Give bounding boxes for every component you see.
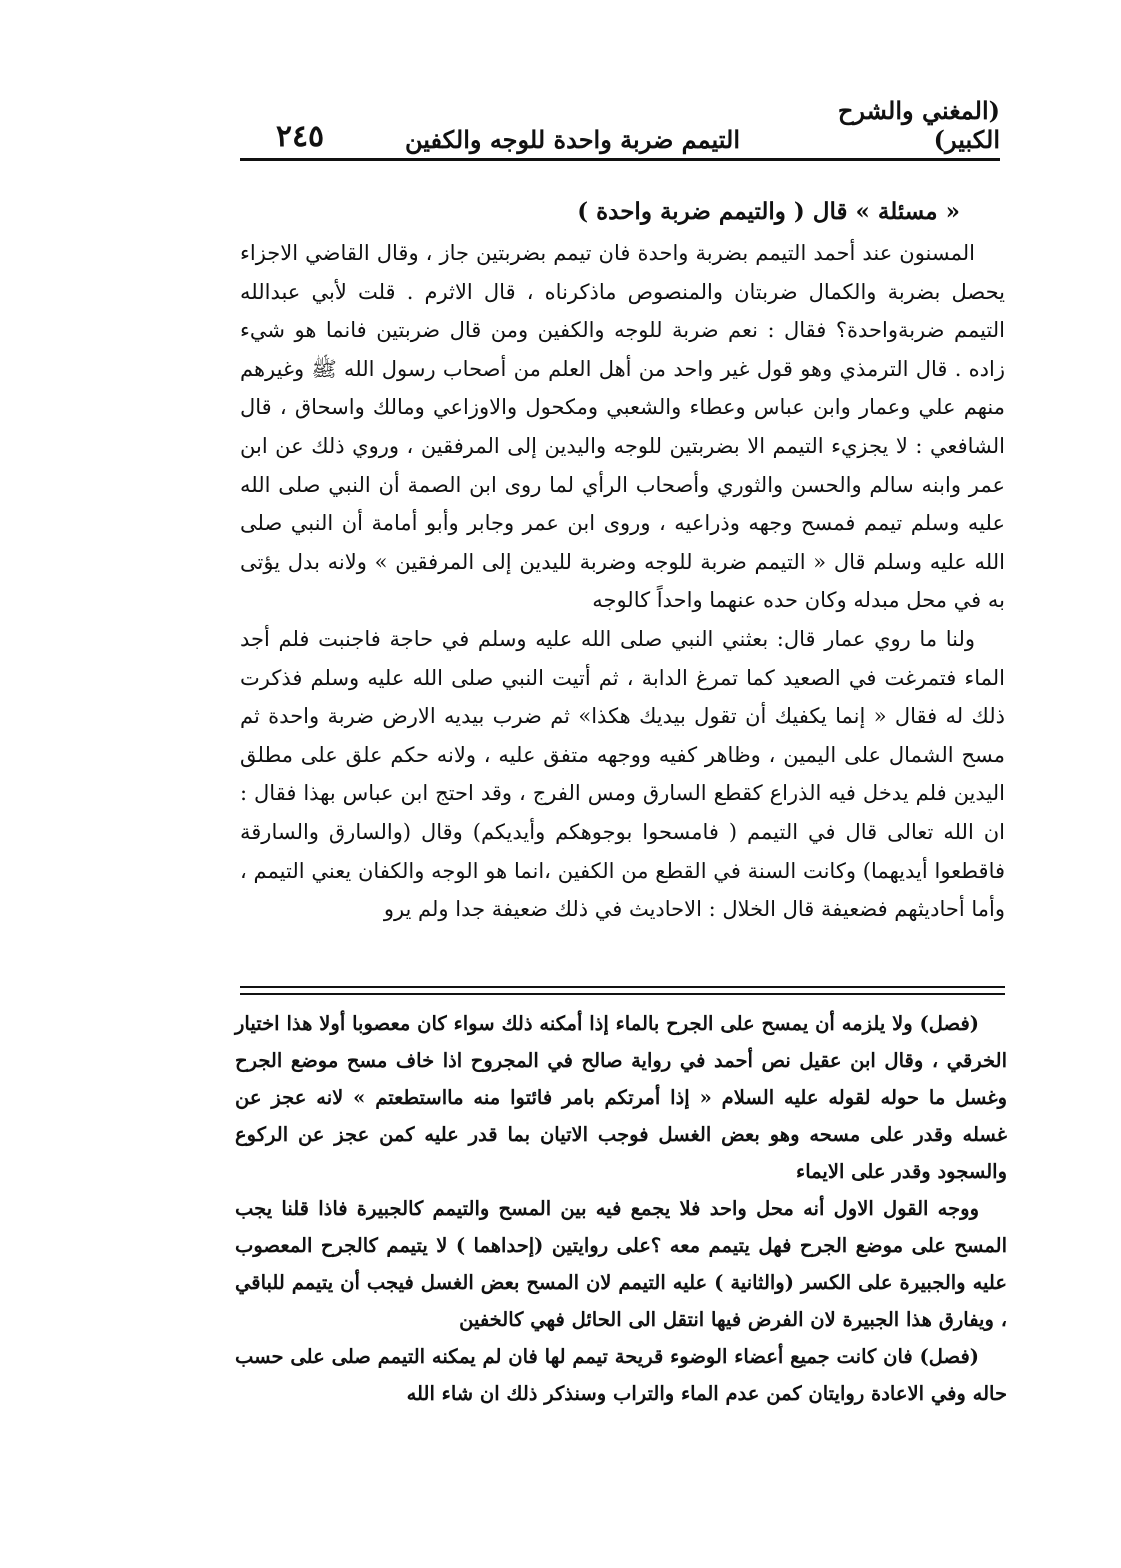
page-header (240, 96, 1000, 154)
footnote-separator (240, 986, 1005, 995)
main-paragraph-2: ولنا ما روي عمار قال: بعثني النبي صلى الله عليه وسلم في حاجة فاجنبت فلم أجد الماء فتمرغت في الصعيد كما تمرغ الدابة ، ثم أتيت النبي صلى الله عليه وسلم فذكرت ذلك له فقال « إنما يكفيك أن تقول بيديك هكذا» ثم ضرب بيديه الارض ضربة واحدة ثم مسح الشمال على اليمين ، وظاهر كفيه ووجهه متفق عليه ، ولانه حكم علق على مطلق اليدين فلم يدخل فيه الذراع كقطع السارق ومس الفرج ، وقد احتج ابن عباس بهذا فقال : ان الله تعالى قال في التيمم ( فامسحوا بوجوهكم وأيديكم) وقال (والسارق والسارقة فاقطعوا أيديهما) وكانت السنة في القطع من الكفين ،انما هو الوجه والكفان يعني التيمم ، وأما أحاديثهم فضعيفة قال الخلال : الاحاديث في ذلك ضعيفة جدا ولم يرو (240, 626, 1005, 922)
main-paragraph-1: المسنون عند أحمد التيمم بضربة واحدة فان تيمم بضربتين جاز ، وقال القاضي الاجزاء يحصل بضربة والكمال ضربتان والمنصوص ماذكرناه ، قال الاثرم . قلت لأبي عبدالله التيمم ضربةواحدة؟ فقال : نعم ضربة للوجه والكفين ومن قال ضربتين فانما هو شيء زاده . قال الترمذي وهو قول غير واحد من أهل العلم من أصحاب رسول الله ﷺ وغيرهم منهم علي وعمار وابن عباس وعطاء والشعبي ومكحول والاوزاعي ومالك واسحاق ، قال الشافعي : لا يجزيء التيمم الا بضربتين للوجه واليدين إلى المرفقين ، وروي ذلك عن ابن عمر وابنه سالم والحسن والثوري وأصحاب الرأي لما روى ابن الصمة أن النبي صلى الله عليه وسلم تيمم فمسح وجهه وذراعيه ، وروى ابن عمر وجابر وأبو أمامة أن النبي صلى الله عليه وسلم قال « التيمم ضربة للوجه وضربة لليدين إلى المرفقين » ولانه بدل يؤتى به في محل مبدله وكان حده عنهما واحداً كالوجه (240, 241, 1005, 613)
main-text (240, 190, 1005, 929)
header-rule (240, 158, 1000, 161)
footnote-text (235, 1005, 1007, 1412)
footnote-paragraph-3: (فصل) فان كانت جميع أعضاء الوضوء قريحة تيمم لها فان لم يمكنه التيمم صلى على حسب حاله وفي الاعادة روايتان كمن عدم الماء والتراب وسنذكر ذلك ان شاء الله (235, 1345, 1007, 1405)
book-title: (المغني والشرح الكبير) (837, 96, 1000, 154)
page-number: ٢٤٥ (275, 119, 325, 154)
footnote-paragraph-1: (فصل) ولا يلزمه أن يمسح على الجرح بالماء إذا أمكنه ذلك سواء كان معصوبا أولا هذا اختيار الخرقي ، وقال ابن عقيل نص أحمد في رواية صالح في المجروح اذا خاف مسح موضع الجرح وغسل ما حوله لقوله عليه السلام « إذا أمرتكم بامر فائتوا منه مااستطعتم » لانه عجز عن غسله وقدر على مسحه وهو بعض الغسل فوجب الاتيان بما قدر عليه كمن عجز عن الركوع والسجود وقدر على الايماء (235, 1012, 1007, 1183)
chapter-title: التيمم ضربة واحدة للوجه والكفين (404, 125, 740, 154)
footnote-paragraph-2: ووجه القول الاول أنه محل واحد فلا يجمع فيه بين المسح والتيمم كالجبيرة فاذا قلنا يجب المسح على موضع الجرح فهل يتيمم معه ؟على روايتين (إحداهما ) لا يتيمم كالجرح المعصوب عليه والجبيرة على الكسر (والثانية ) عليه التيمم لان المسح بعض الغسل فيجب أن يتيمم للباقي ، ويفارق هذا الجبيرة لان الفرض فيها انتقل الى الحائل فهي كالخفين (235, 1197, 1007, 1331)
issue-heading: « مسئلة » قال ( والتيمم ضربة واحدة ) (577, 198, 960, 225)
